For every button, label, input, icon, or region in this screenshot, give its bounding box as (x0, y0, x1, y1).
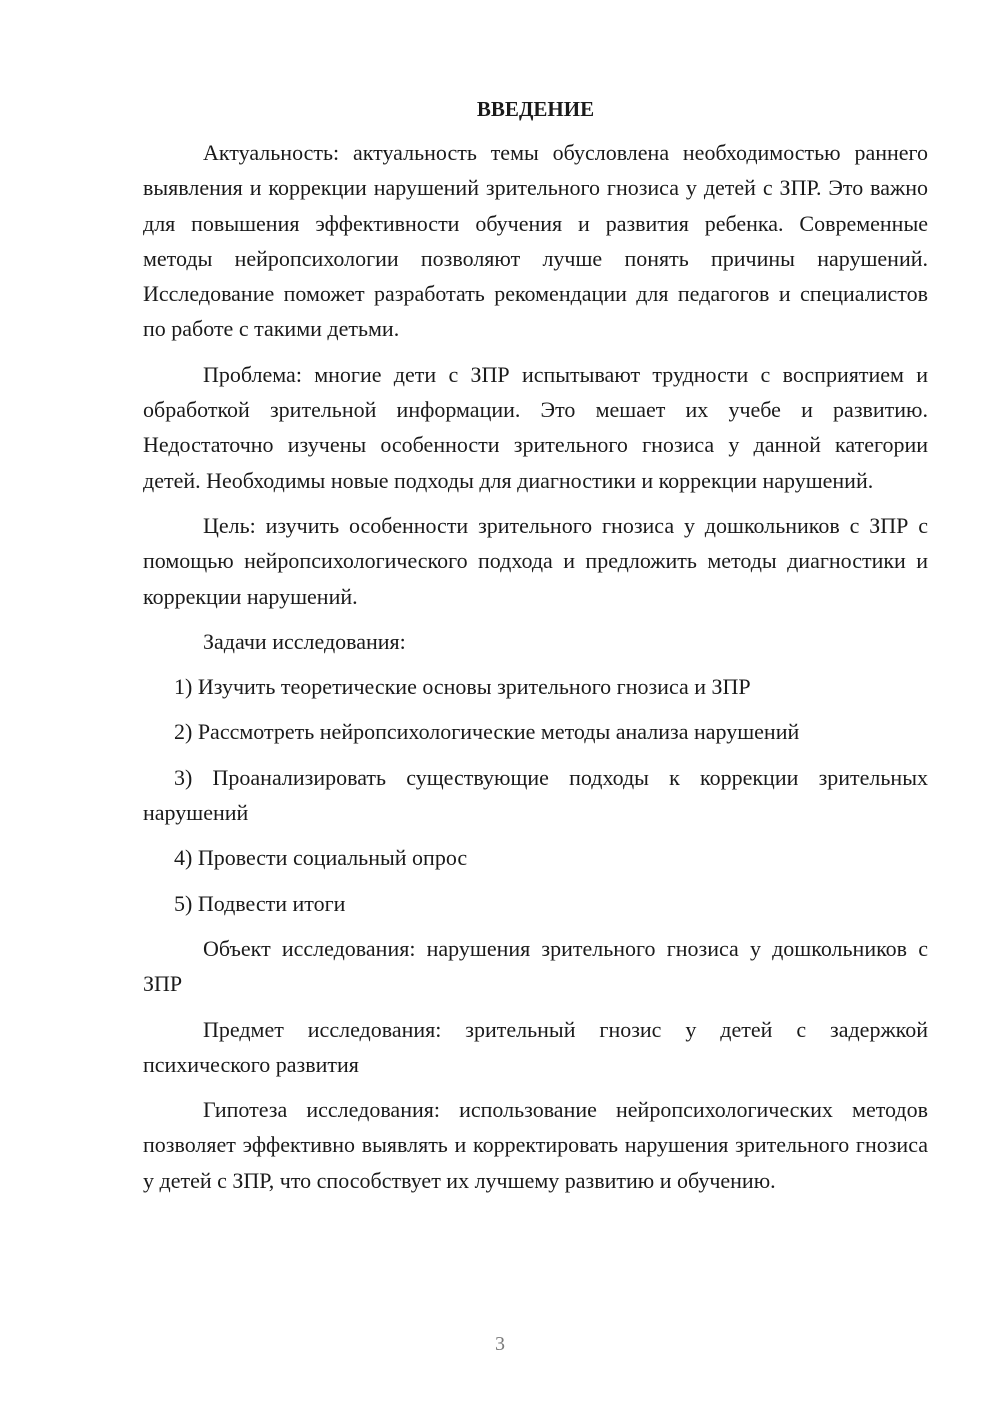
paragraph-object: Объект исследования: нарушения зрительного гнозиса у дошкольников с ЗПР (143, 935, 928, 997)
paragraph-problem: Проблема: многие дети с ЗПР испытывают трудности с восприятием и обработкой зрительной информации. Это мешает их учебе и развитию. Недостаточно изучены особенности зрительного гнозиса у данной категории детей. Необходимы новые подходы для диагностики и коррекции нарушений. (143, 361, 928, 493)
tasks-heading: Задачи исследования: (203, 628, 406, 654)
task-item-1: 1) Изучить теоретические основы зрительного гнозиса и ЗПР (174, 674, 751, 700)
paragraph-goal: Цель: изучить особенности зрительного гнозиса у дошкольников с ЗПР с помощью нейропсихологического подхода и предложить методы диагностики и коррекции нарушений. (143, 512, 928, 609)
paragraph-relevance: Актуальность: актуальность темы обусловлена необходимостью раннего выявления и коррекции нарушений зрительного гнозиса у детей с ЗПР. Это важно для повышения эффективности обучения и развития ребенка. Современные методы нейропсихологии позволяют лучше понять причины нарушений. Исследование поможет разработать рекомендации для педагогов и специалистов по работе с такими детьми. (143, 140, 928, 342)
paragraph-hypothesis: Гипотеза исследования: использование нейропсихологических методов позволяет эффективно выявлять и корректировать нарушения зрительного гнозиса у детей с ЗПР, что способствует их лучшему развитию и обучению. (143, 1097, 928, 1193)
task-item-4: 4) Провести социальный опрос (174, 845, 468, 871)
section-title: ВВЕДЕНИЕ (476, 97, 595, 121)
page-number: 3 (495, 1333, 505, 1355)
document-page (143, 92, 928, 1208)
paragraph-subject: Предмет исследования: зрительный гнозис у детей с задержкой психического развития (143, 1016, 928, 1077)
task-item-5: 5) Подвести итоги (174, 890, 346, 916)
task-item-3: 3) Проанализировать существующие подходы к коррекции зрительных нарушений (143, 764, 928, 826)
task-item-2: 2) Рассмотреть нейропсихологические методы анализа нарушений (174, 719, 800, 745)
